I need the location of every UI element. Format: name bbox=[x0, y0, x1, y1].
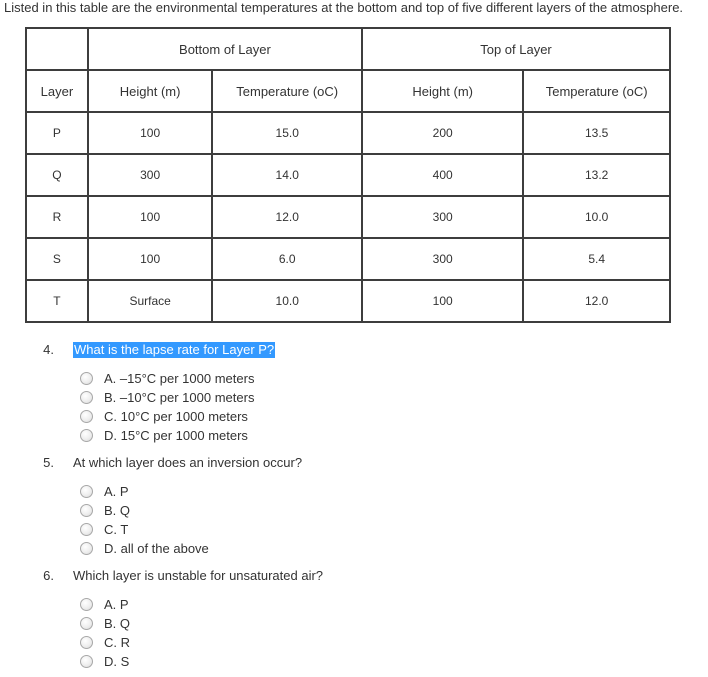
table-row bbox=[26, 280, 670, 322]
cell-layer: T bbox=[26, 280, 88, 322]
option-label: A. P bbox=[104, 597, 129, 612]
option-label: B. Q bbox=[104, 616, 131, 631]
temperature-table bbox=[25, 27, 671, 323]
cell-bottom-height: 100 bbox=[88, 196, 213, 238]
option-label: B. –10°C per 1000 meters bbox=[104, 390, 255, 405]
option-label: C. 10°C per 1000 meters bbox=[104, 409, 248, 424]
option-label: C. T bbox=[104, 522, 129, 537]
cell-bottom-temperature: 10.0 bbox=[212, 280, 362, 322]
cell-top-height: 300 bbox=[362, 238, 523, 280]
cell-bottom-temperature: 15.0 bbox=[212, 112, 362, 154]
radio-button[interactable] bbox=[80, 429, 93, 442]
cell-layer: P bbox=[26, 112, 88, 154]
question-text-selected: What is the lapse rate for Layer P? bbox=[74, 342, 275, 357]
group-header-bottom: Bottom of Layer bbox=[88, 28, 362, 70]
question-number: 4. bbox=[43, 342, 54, 357]
cell-top-height: 300 bbox=[362, 196, 523, 238]
table-row bbox=[26, 112, 670, 154]
cell-top-temperature: 13.5 bbox=[523, 112, 670, 154]
radio-button[interactable] bbox=[80, 485, 93, 498]
radio-button[interactable] bbox=[80, 636, 93, 649]
option-label: D. all of the above bbox=[104, 541, 209, 556]
table-row bbox=[26, 154, 670, 196]
question-number: 6. bbox=[43, 568, 54, 583]
question-number: 5. bbox=[43, 455, 54, 470]
column-header-layer: Layer bbox=[26, 70, 88, 112]
column-header-bottom-height: Height (m) bbox=[88, 70, 213, 112]
cell-top-height: 200 bbox=[362, 112, 523, 154]
cell-bottom-temperature: 14.0 bbox=[212, 154, 362, 196]
table-row bbox=[26, 196, 670, 238]
intro-text: Listed in this table are the environmental temperatures at the bottom and top of five different layers of the atmosphere. bbox=[4, 0, 684, 15]
cell-top-temperature: 5.4 bbox=[523, 238, 670, 280]
option-label: D. 15°C per 1000 meters bbox=[104, 428, 248, 443]
option-label: A. –15°C per 1000 meters bbox=[104, 371, 255, 386]
option-label: C. R bbox=[104, 635, 130, 650]
radio-button[interactable] bbox=[80, 655, 93, 668]
radio-button[interactable] bbox=[80, 504, 93, 517]
option-label: D. S bbox=[104, 654, 130, 669]
radio-button[interactable] bbox=[80, 542, 93, 555]
radio-button[interactable] bbox=[80, 410, 93, 423]
cell-bottom-height: 100 bbox=[88, 238, 213, 280]
cell-layer: S bbox=[26, 238, 88, 280]
column-header-bottom-temperature: Temperature (oC) bbox=[212, 70, 362, 112]
cell-layer: R bbox=[26, 196, 88, 238]
cell-bottom-temperature: 12.0 bbox=[212, 196, 362, 238]
question-text: Which layer is unstable for unsaturated air? bbox=[73, 568, 324, 583]
cell-top-temperature: 12.0 bbox=[523, 280, 670, 322]
radio-button[interactable] bbox=[80, 391, 93, 404]
column-header-top-temperature: Temperature (oC) bbox=[523, 70, 670, 112]
radio-button[interactable] bbox=[80, 523, 93, 536]
cell-top-temperature: 13.2 bbox=[523, 154, 670, 196]
question-text: At which layer does an inversion occur? bbox=[73, 455, 303, 470]
radio-button[interactable] bbox=[80, 372, 93, 385]
table-corner-cell bbox=[26, 28, 88, 70]
radio-button[interactable] bbox=[80, 617, 93, 630]
cell-bottom-height: 100 bbox=[88, 112, 213, 154]
table-row bbox=[26, 238, 670, 280]
radio-button[interactable] bbox=[80, 598, 93, 611]
cell-bottom-temperature: 6.0 bbox=[212, 238, 362, 280]
cell-top-height: 100 bbox=[362, 280, 523, 322]
cell-layer: Q bbox=[26, 154, 88, 196]
cell-top-height: 400 bbox=[362, 154, 523, 196]
cell-bottom-height: 300 bbox=[88, 154, 213, 196]
option-label: B. Q bbox=[104, 503, 131, 518]
group-header-top: Top of Layer bbox=[362, 28, 670, 70]
column-header-top-height: Height (m) bbox=[362, 70, 523, 112]
option-label: A. P bbox=[104, 484, 129, 499]
cell-top-temperature: 10.0 bbox=[523, 196, 670, 238]
cell-bottom-height: Surface bbox=[88, 280, 213, 322]
